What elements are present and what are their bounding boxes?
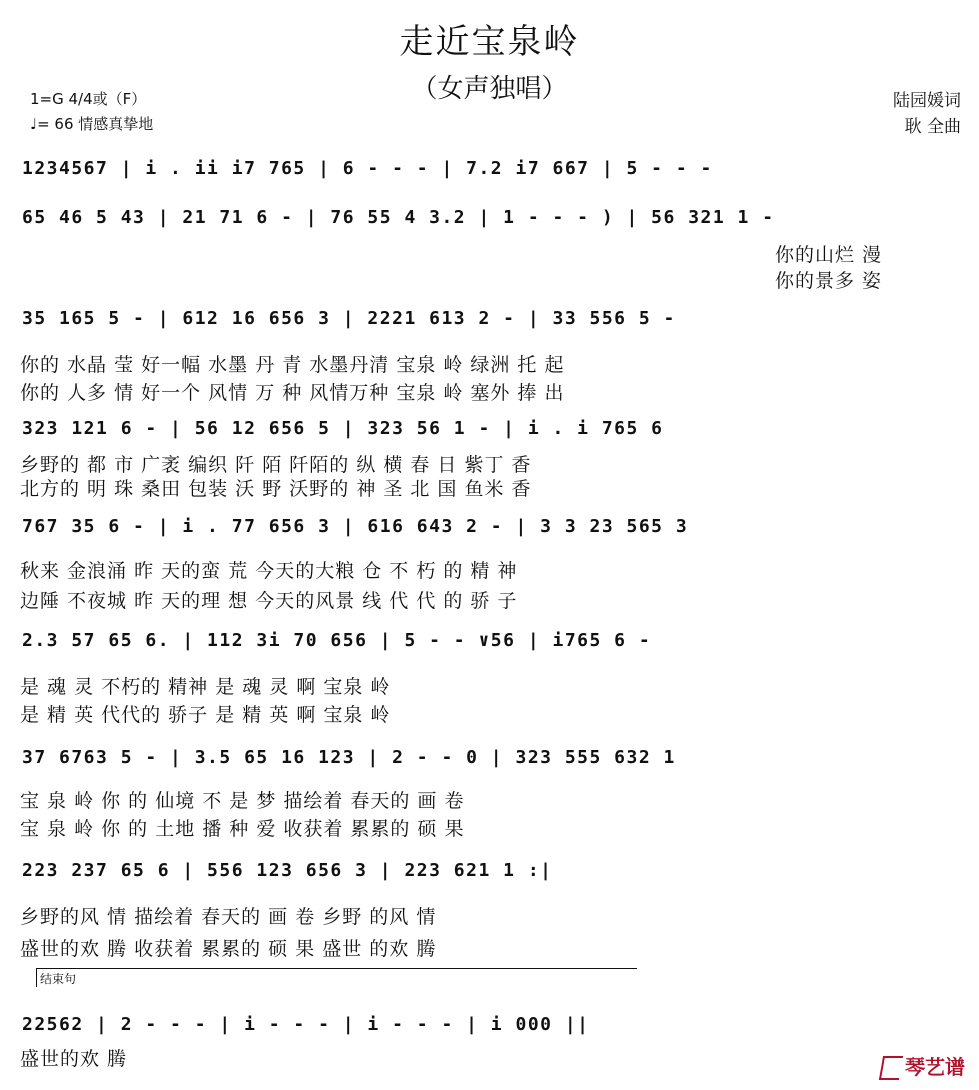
lyric-line: 边陲 不夜城 昨 天的理 想 今天的风景 线 代 代 的 骄 子 — [20, 590, 518, 612]
song-title: 走近宝泉岭 — [399, 22, 580, 62]
watermark-text: 琴艺谱 — [905, 1054, 965, 1079]
notation-row: 35 165 5 - | 612 16 656 3 | 2221 613 2 - | 33 556 5 - — [22, 308, 676, 329]
lyric-line: 是 魂 灵 不朽的 精神 是 魂 灵 啊 宝泉 岭 — [20, 676, 391, 698]
lyric-line: 你的 人多 情 好一个 风情 万 种 风情万种 宝泉 岭 塞外 捧 出 — [20, 382, 565, 404]
notation-row: 22562 | 2 - - - | i - - - | i - - - | i 000 || — [22, 1014, 590, 1035]
ending-label: 结束句 — [40, 972, 77, 986]
tempo-marking: ♩= 66 情感真挚地 — [30, 115, 154, 133]
lyric-line: 是 精 英 代代的 骄子 是 精 英 啊 宝泉 岭 — [20, 704, 391, 726]
lyric-line: 盛世的欢 腾 收获着 累累的 硕 果 盛世 的欢 腾 — [20, 938, 437, 960]
lyric-line: 北方的 明 珠 桑田 包装 沃 野 沃野的 神 圣 北 国 鱼米 香 — [20, 478, 532, 500]
lyric-line: 宝 泉 岭 你 的 仙境 不 是 梦 描绘着 春天的 画 卷 — [20, 790, 465, 812]
key-signature: 1=G 4/4或（F） — [30, 90, 147, 108]
logo-icon — [879, 1056, 903, 1080]
ending-bracket — [36, 968, 637, 987]
lyric-line: 秋来 金浪涌 昨 天的蛮 荒 今天的大粮 仓 不 朽 的 精 神 — [20, 560, 518, 582]
lyricist-credit: 陆园媛词 — [893, 91, 961, 111]
notation-row: 223 237 65 6 | 556 123 656 3 | 223 621 1 :| — [22, 860, 553, 881]
notation-row: 767 35 6 - | i . 77 656 3 | 616 643 2 - | 3 3 23 565 3 — [22, 516, 689, 537]
lyric-line: 你的 水晶 莹 好一幅 水墨 丹 青 水墨丹清 宝泉 岭 绿洲 托 起 — [20, 354, 565, 376]
lyric-line: 宝 泉 岭 你 的 土地 播 种 爱 收获着 累累的 硕 果 — [20, 818, 465, 840]
song-subtitle: （女声独唱） — [411, 74, 568, 104]
notation-row: 65 46 5 43 | 21 71 6 - | 76 55 4 3.2 | 1 - - - ) | 56 321 1 - — [22, 207, 775, 228]
notation-row: 1234567 | i . ii i7 765 | 6 - - - | 7.2 i7 667 | 5 - - - — [22, 158, 713, 179]
lyric-line: 乡野的风 情 描绘着 春天的 画 卷 乡野 的风 情 — [20, 906, 437, 928]
watermark-logo — [881, 1051, 965, 1081]
lyric-line: 盛世的欢 腾 — [20, 1048, 128, 1070]
lyric-line: 你的山烂 漫 — [775, 244, 883, 266]
composer-credit: 耿 全曲 — [904, 117, 961, 137]
lyric-line: 你的景多 姿 — [775, 270, 883, 292]
notation-row: 323 121 6 - | 56 12 656 5 | 323 56 1 - | i . i 765 6 — [22, 418, 664, 439]
notation-row: 2.3 57 65 6. | 112 3i 70 656 | 5 - - ∨56 | i765 6 - — [22, 630, 652, 651]
lyric-line: 乡野的 都 市 广袤 编织 阡 陌 阡陌的 纵 横 春 日 紫丁 香 — [20, 454, 532, 476]
notation-row: 37 6763 5 - | 3.5 65 16 123 | 2 - - 0 | 323 555 632 1 — [22, 747, 676, 768]
